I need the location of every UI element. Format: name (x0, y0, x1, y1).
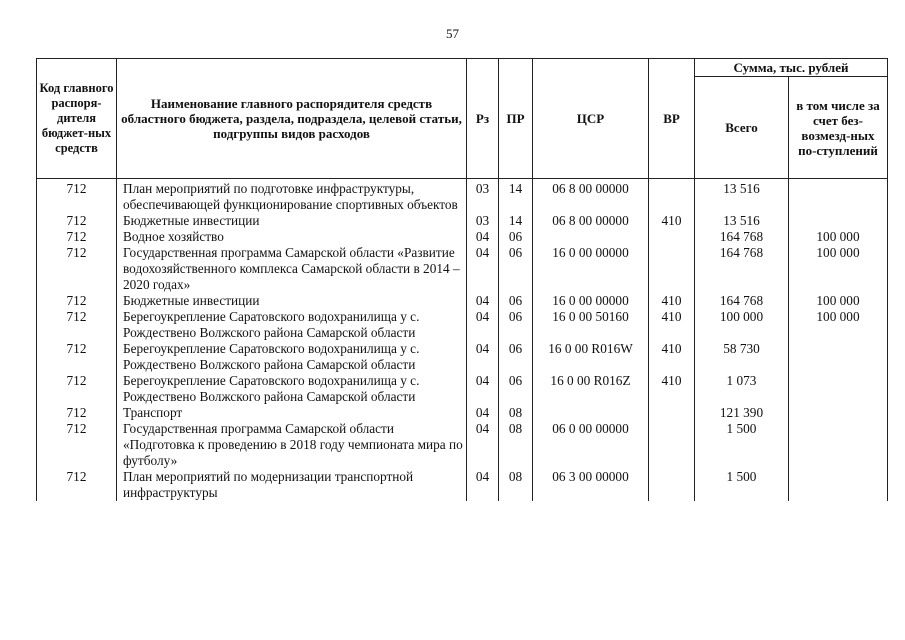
csr-cell: 06 0 00 00000 (533, 421, 649, 469)
csr-cell: 06 8 00 00000 (533, 213, 649, 229)
vr-cell (649, 405, 695, 421)
code-cell: 712 (37, 341, 117, 373)
name-cell: Бюджетные инвестиции (117, 213, 467, 229)
free-cell (789, 373, 888, 405)
name-cell: План мероприятий по модернизации транспортной инфраструктуры (117, 469, 467, 501)
code-cell: 712 (37, 229, 117, 245)
header-rz: Рз (467, 59, 499, 179)
name-cell: Транспорт (117, 405, 467, 421)
rz-cell: 03 (467, 179, 499, 214)
code-cell: 712 (37, 469, 117, 501)
pr-cell: 06 (499, 373, 533, 405)
header-code: Код главного распоря-дителя бюджет-ных средств (37, 59, 117, 179)
table-row (37, 341, 888, 373)
total-cell: 1 073 (695, 373, 789, 405)
name-cell: Берегоукрепление Саратовского водохранилища у с. Рождествено Волжского района Самарской области (117, 341, 467, 373)
table-row (37, 293, 888, 309)
rz-cell: 04 (467, 421, 499, 469)
header-pr: ПР (499, 59, 533, 179)
vr-cell: 410 (649, 373, 695, 405)
total-cell: 13 516 (695, 213, 789, 229)
vr-cell: 410 (649, 213, 695, 229)
total-cell: 100 000 (695, 309, 789, 341)
pr-cell: 06 (499, 293, 533, 309)
name-cell: Берегоукрепление Саратовского водохранилища у с. Рождествено Волжского района Самарской области (117, 373, 467, 405)
table-row (37, 213, 888, 229)
csr-cell: 16 0 00 50160 (533, 309, 649, 341)
total-cell: 164 768 (695, 229, 789, 245)
table-row (37, 245, 888, 293)
vr-cell (649, 245, 695, 293)
code-cell: 712 (37, 179, 117, 214)
page-number: 57 (446, 26, 459, 41)
name-cell: Водное хозяйство (117, 229, 467, 245)
pr-cell: 06 (499, 245, 533, 293)
table-row (37, 229, 888, 245)
vr-cell: 410 (649, 309, 695, 341)
rz-cell: 04 (467, 373, 499, 405)
csr-cell: 06 8 00 00000 (533, 179, 649, 214)
csr-cell (533, 229, 649, 245)
header-name: Наименование главного распорядителя средств областного бюджета, раздела, подраздела, целевой статьи, подгруппы видов расходов (117, 59, 467, 179)
free-cell: 100 000 (789, 229, 888, 245)
free-cell (789, 341, 888, 373)
header-csr: ЦСР (533, 59, 649, 179)
code-cell: 712 (37, 245, 117, 293)
rz-cell: 04 (467, 293, 499, 309)
name-cell: Государственная программа Самарской области «Развитие водохозяйственного комплекса Самарской области в 2014 – 2020 годах» (117, 245, 467, 293)
budget-table (36, 58, 888, 501)
vr-cell: 410 (649, 341, 695, 373)
table-row (37, 373, 888, 405)
table-body (37, 179, 888, 502)
pr-cell: 08 (499, 469, 533, 501)
rz-cell: 03 (467, 213, 499, 229)
table-row (37, 405, 888, 421)
table-row (37, 179, 888, 214)
name-cell: План мероприятий по подготовке инфраструктуры, обеспечивающей функционирование спортивных объектов (117, 179, 467, 214)
free-cell: 100 000 (789, 309, 888, 341)
free-cell (789, 421, 888, 469)
pr-cell: 06 (499, 229, 533, 245)
code-cell: 712 (37, 421, 117, 469)
free-cell: 100 000 (789, 293, 888, 309)
vr-cell (649, 421, 695, 469)
table-row (37, 421, 888, 469)
rz-cell: 04 (467, 309, 499, 341)
header-free: в том числе за счет без-возмезд-ных по-ступлений (789, 77, 888, 179)
rz-cell: 04 (467, 245, 499, 293)
total-cell: 164 768 (695, 245, 789, 293)
rz-cell: 04 (467, 405, 499, 421)
header-sum-group: Сумма, тыс. рублей (695, 59, 888, 77)
pr-cell: 08 (499, 421, 533, 469)
csr-cell: 16 0 00 00000 (533, 293, 649, 309)
code-cell: 712 (37, 309, 117, 341)
free-cell: 100 000 (789, 245, 888, 293)
total-cell: 121 390 (695, 405, 789, 421)
code-cell: 712 (37, 373, 117, 405)
vr-cell: 410 (649, 293, 695, 309)
csr-cell (533, 405, 649, 421)
code-cell: 712 (37, 405, 117, 421)
csr-cell: 16 0 00 00000 (533, 245, 649, 293)
pr-cell: 06 (499, 341, 533, 373)
code-cell: 712 (37, 293, 117, 309)
csr-cell: 16 0 00 R016W (533, 341, 649, 373)
pr-cell: 14 (499, 179, 533, 214)
csr-cell: 16 0 00 R016Z (533, 373, 649, 405)
total-cell: 164 768 (695, 293, 789, 309)
total-cell: 1 500 (695, 421, 789, 469)
code-cell: 712 (37, 213, 117, 229)
total-cell: 58 730 (695, 341, 789, 373)
rz-cell: 04 (467, 229, 499, 245)
header-total: Всего (695, 77, 789, 179)
table-row (37, 309, 888, 341)
free-cell (789, 405, 888, 421)
name-cell: Берегоукрепление Саратовского водохранилища у с. Рождествено Волжского района Самарской области (117, 309, 467, 341)
free-cell (789, 469, 888, 501)
pr-cell: 06 (499, 309, 533, 341)
header-vr: ВР (649, 59, 695, 179)
vr-cell (649, 229, 695, 245)
table-row (37, 469, 888, 501)
pr-cell: 08 (499, 405, 533, 421)
name-cell: Бюджетные инвестиции (117, 293, 467, 309)
total-cell: 13 516 (695, 179, 789, 214)
rz-cell: 04 (467, 469, 499, 501)
vr-cell (649, 179, 695, 214)
total-cell: 1 500 (695, 469, 789, 501)
csr-cell: 06 3 00 00000 (533, 469, 649, 501)
free-cell (789, 179, 888, 214)
free-cell (789, 213, 888, 229)
name-cell: Государственная программа Самарской области «Подготовка к проведению в 2018 году чемпионата мира по футболу» (117, 421, 467, 469)
pr-cell: 14 (499, 213, 533, 229)
vr-cell (649, 469, 695, 501)
rz-cell: 04 (467, 341, 499, 373)
